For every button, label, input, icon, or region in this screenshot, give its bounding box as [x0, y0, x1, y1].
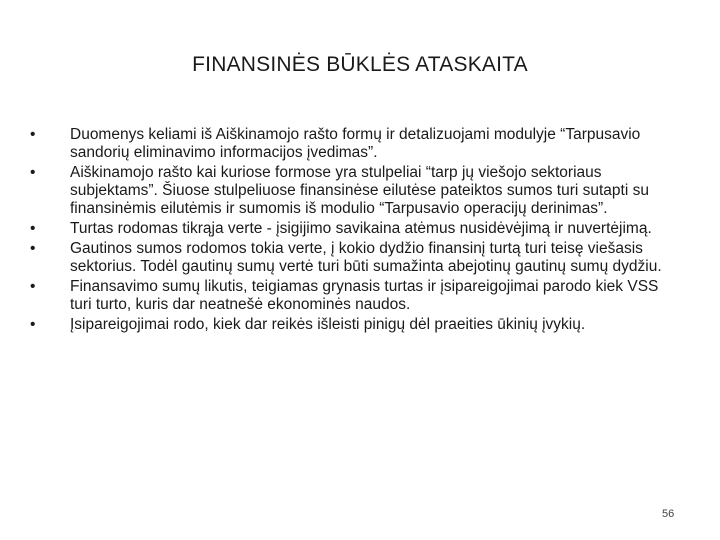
bullet-text: Turtas rodomas tikrąja verte - įsigijimo savikaina atėmus nusidėvėjimą ir nuvertėjimą. — [70, 220, 652, 237]
bullet-icon: • — [30, 316, 36, 333]
list-item — [28, 240, 668, 276]
bullet-list — [28, 126, 668, 336]
list-item — [28, 126, 668, 162]
page-number: 56 — [662, 508, 675, 520]
bullet-icon: • — [30, 240, 36, 257]
bullet-text: Duomenys keliami iš Aiškinamojo rašto formų ir detalizuojami modulyje “Tarpusavio sandorių eliminavimo informacijos įvedimas”. — [70, 126, 641, 161]
list-item — [28, 316, 668, 334]
list-item — [28, 278, 668, 314]
list-item — [28, 220, 668, 238]
bullet-text: Finansavimo sumų likutis, teigiamas grynasis turtas ir įsipareigojimai parodo kiek VSS turi turto, kuris dar neatnešė ekonominės naudos. — [70, 278, 659, 313]
bullet-text: Įsipareigojimai rodo, kiek dar reikės išleisti pinigų dėl praeities ūkinių įvykių. — [70, 316, 586, 333]
list-item — [28, 164, 668, 218]
bullet-text: Gautinos sumos rodomos tokia verte, į kokio dydžio finansinį turtą turi teisę viešasis sektorius. Todėl gautinų sumų vertė turi būti sumažinta abejotinų gautinų sumų dydžiu. — [70, 240, 662, 275]
bullet-icon: • — [30, 126, 36, 143]
bullet-icon: • — [30, 164, 36, 181]
bullet-icon: • — [30, 220, 36, 237]
bullet-icon: • — [30, 278, 36, 295]
slide-title: FINANSINĖS BŪKLĖS ATASKAITA — [192, 53, 528, 76]
bullet-text: Aiškinamojo rašto kai kuriose formose yra stulpeliai “tarp jų viešojo sektoriaus subjektams”. Šiuose stulpeliuose finansinėse eilutėse pateiktos sumos turi sutapti su finansinėmis eilutėmis ir sumomis iš modulio “Tarpusavio operacijų derinimas”. — [70, 164, 649, 217]
